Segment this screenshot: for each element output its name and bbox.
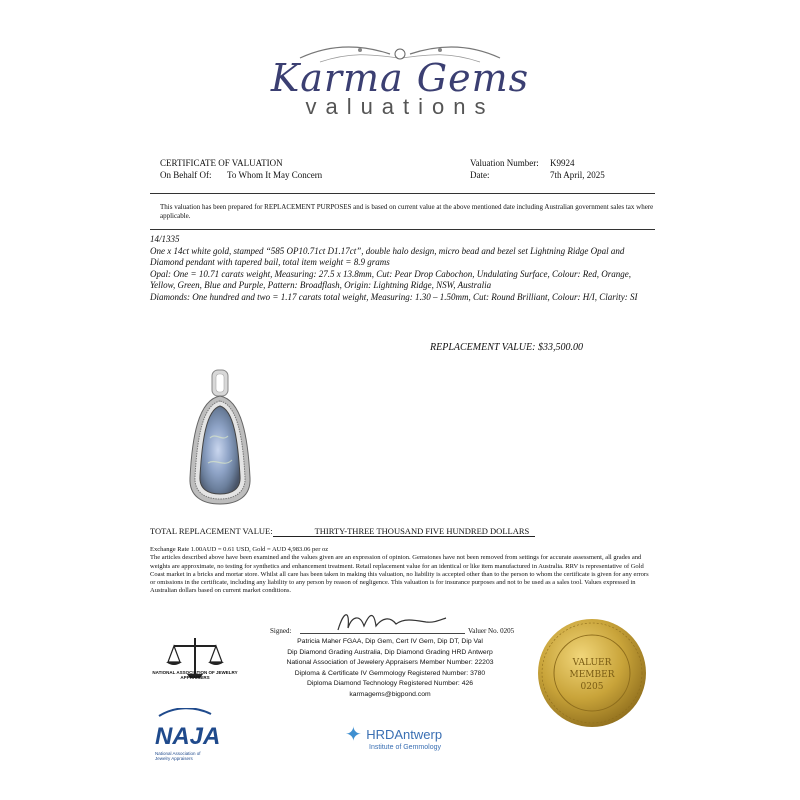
naja-subtitle: National Association of Jewelry Appraisers <box>155 751 201 761</box>
signed-label: Signed: <box>270 627 292 635</box>
hrd-subtitle: Institute of Gemmology <box>369 744 441 751</box>
on-behalf-value: To Whom It May Concern <box>227 170 323 180</box>
item-description-3: Diamonds: One hundred and two = 1.17 carats total weight, Measuring: 1.30 – 1.50mm, Cut: Round Brilliant, Colour: H/I, Clarity: SI <box>150 291 638 302</box>
credential-line: National Association of Jewelery Appraisers Member Number: 22203 <box>286 659 494 666</box>
signature-line <box>300 633 465 634</box>
valuation-number-label: Valuation Number: <box>470 158 539 168</box>
certificate-header-left <box>160 157 322 181</box>
divider-bottom <box>150 229 655 230</box>
item-description <box>150 234 650 304</box>
purpose-note: This valuation has been prepared for REPLACEMENT PURPOSES and is based on current value at the above mentioned date including Australian government sales tax where applicable. <box>160 203 654 220</box>
logo-subtitle: valuations <box>305 94 495 119</box>
svg-text:VALUER: VALUER <box>572 658 612 668</box>
item-ref: 14/1335 <box>150 234 180 244</box>
gold-seal <box>536 617 648 729</box>
replacement-value: REPLACEMENT VALUE: $33,500.00 <box>430 342 583 353</box>
naja-wordmark: NAJA <box>155 723 221 750</box>
credential-line: Dip Diamond Grading Australia, Dip Diamond Grading HRD Antwerp <box>287 648 493 656</box>
credentials <box>230 637 550 700</box>
valuer-number: Valuer No. 0205 <box>468 627 515 635</box>
exchange-rate: Exchange Rate 1.00AUD = 0.61 USD, Gold = AUD 4,983.06 per oz <box>150 546 329 553</box>
total-replacement <box>150 526 535 536</box>
certificate-header-right <box>470 157 605 181</box>
certificate-title: CERTIFICATE OF VALUATION <box>160 158 283 168</box>
svg-text:0205: 0205 <box>580 682 604 692</box>
signature-image <box>330 606 450 636</box>
valuation-number-value: K9924 <box>550 158 575 168</box>
credential-line: Patricia Maher FGAA, Dip Gem, Cert IV Gem, Dip DT, Dip Val <box>297 638 483 645</box>
item-description-1: One x 14ct white gold, stamped “585 OP10.71ct D1.17ct”, double halo design, micro bead and bezel set Lightning Ridge Opal and Diamond pendant with tapered bail, total item weight = 8.9 grams <box>150 245 625 268</box>
scale-logo <box>160 624 230 694</box>
pendant-image <box>180 368 260 508</box>
naja-swoosh-icon <box>155 708 215 718</box>
svg-text:MEMBER: MEMBER <box>569 670 615 680</box>
fine-print <box>150 546 650 596</box>
divider-top <box>150 193 655 194</box>
item-description-2: Opal: One = 10.71 carats weight, Measuring: 27.5 x 13.8mm, Cut: Pear Drop Cabochon, Undulating Surface, Colour: Red, Orange, Yellow, Green, Blue and Purple, Pattern: Broadflash, Origin: Lightning Ridge, NSW, Australia <box>150 268 631 291</box>
date-value: 7th April, 2025 <box>550 170 605 180</box>
credential-line: Diploma & Certificate IV Gemmology Registered Number: 3780 <box>294 669 486 677</box>
hrd-antwerp-logo <box>345 722 442 751</box>
total-value: THIRTY-THREE THOUSAND FIVE HUNDRED DOLLARS <box>273 526 536 537</box>
disclaimer: The articles described above have been examined and the values given are an expression of opinion. Gemstones have not been removed from settings for accurate assessment, all grades and weights are approximate, no testing for synthetics and enhancement treatment. Retail replacement value for an identical or like item manufactured in Australia. RRV is representative of Gold Coast market in a bricks and mortar store. Whilst all care has been taken in making this valuation, no liability is accepted other than to the person to whom the certificate is given for any errors or omissions in the certificate, including any liability to any person by reason of negligence. This valuation is for insurance purposes and not to be used as a sales tool. Values expressed in Australian dollars based on current market conditions. <box>150 554 649 595</box>
logo-script: Karma Gems <box>270 56 530 100</box>
hrd-star-icon: ✦ <box>345 724 362 746</box>
total-label: TOTAL REPLACEMENT VALUE: <box>150 526 273 536</box>
naa-logo-text: NATIONAL ASSOCIATION OF JEWELRY APPRAISERS <box>152 670 238 680</box>
credential-line: Diploma Diamond Technology Registered Number: 426 <box>306 680 474 687</box>
naja-logo <box>155 705 221 761</box>
contact-email: karmagems@bigpond.com <box>349 690 431 698</box>
on-behalf-label: On Behalf Of: <box>160 170 212 180</box>
hrd-name: HRDAntwerp <box>366 727 443 742</box>
date-label: Date: <box>470 170 490 180</box>
